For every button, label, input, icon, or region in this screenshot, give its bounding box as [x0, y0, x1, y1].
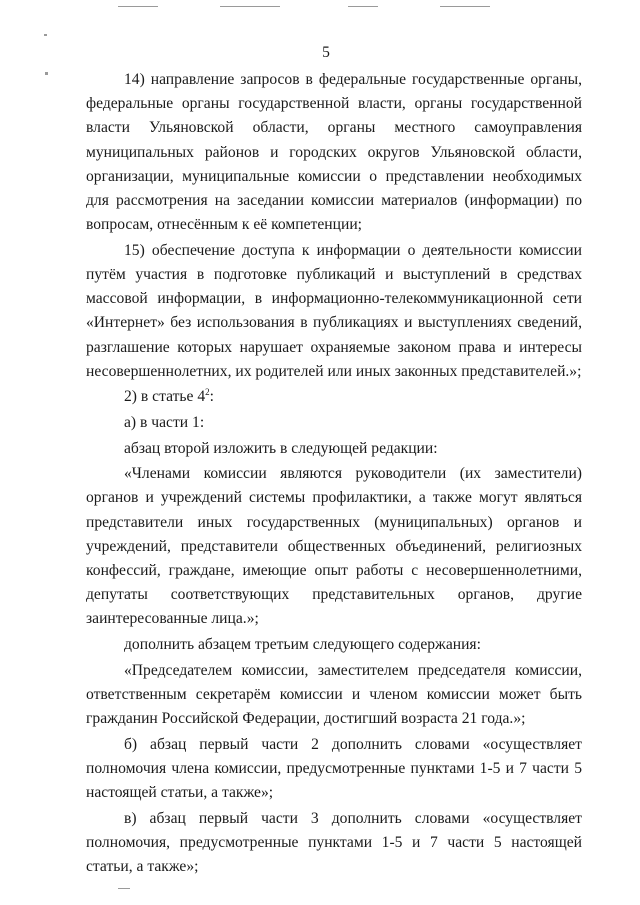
document-body: [86, 68, 582, 881]
paragraph: 14) направление запросов в федеральные государственные органы, федеральные органы государственной власти, органы государственной власти Ульяновской области, органы местного самоуправления муниципальных районов и городских округов Ульяновской области, организации, муниципальные комиссии о представлении необходимых для рассмотрения на заседании комиссии материалов (информации) по вопросам, отнесённым к её компетенции;: [86, 71, 582, 234]
scan-artifact-top: [348, 6, 378, 7]
article-reference-suffix: :: [209, 388, 214, 406]
scan-artifact-left: [44, 34, 47, 36]
scan-artifact-top: [118, 6, 158, 7]
article-reference-prefix: 2) в статье 4: [124, 388, 206, 406]
paragraph: «Председателем комиссии, заместителем председателя комиссии, ответственным секретарём комиссии и членом комиссии может быть гражданин Российской Федерации, достигший возраста 21 года.»;: [86, 661, 582, 728]
paragraph: абзац второй изложить в следующей редакции:: [124, 439, 438, 457]
scan-artifact-bottom: [118, 888, 130, 889]
page-number: 5: [322, 44, 330, 61]
paragraph: «Членами комиссии являются руководители (их заместители) органов и учреждений системы профилактики, а также могут являться представители иных государственных (муниципальных) органов и учреждений, представители общественных объединений, религиозных конфессий, граждане, имеющие опыт работы с несовершеннолетними, депутаты соответствующих представительных органов, другие заинтересованные лица.»;: [86, 465, 582, 628]
article-reference: [86, 385, 582, 409]
paragraph: дополнить абзацем третьим следующего содержания:: [124, 636, 481, 654]
scan-artifact-left: [45, 72, 48, 75]
article-reference-superscript: 2: [205, 387, 210, 398]
scan-artifact-top: [220, 6, 280, 7]
paragraph: в) абзац первый части 3 дополнить словами «осуществляет полномочия, предусмотренные пунктами 1-5 и 7 части 5 настоящей статьи, а также»;: [86, 809, 582, 876]
paragraph: б) абзац первый части 2 дополнить словами «осуществляет полномочия члена комиссии, предусмотренные пунктами 1-5 и 7 части 5 настоящей статьи, а также»;: [86, 735, 582, 802]
paragraph: а) в части 1:: [124, 414, 205, 432]
paragraph: 15) обеспечение доступа к информации о деятельности комиссии путём участия в подготовке публикаций и выступлений в средствах массовой информации, в информационно-телекоммуникационной сети «Интернет» без использования в публикациях и выступлениях сведений, разглашение которых нарушает охраняемые законом права и интересы несовершеннолетних, их родителей или иных законных представителей.»;: [86, 241, 582, 380]
scan-artifact-top: [440, 6, 490, 7]
